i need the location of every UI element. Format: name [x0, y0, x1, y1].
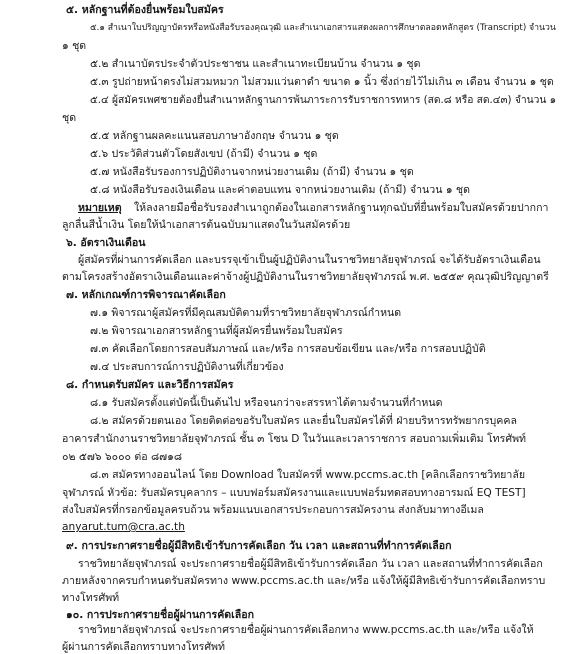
result-para-2: ผู้ผ่านการคัดเลือกทราบทางโทรศัพท์ — [62, 641, 226, 653]
item-5-1: ๕.๑ สำเนาใบปริญญาบัตรหรือหนังสือรับรองคุณวุฒิ และสำเนาเอกสารแสดงผลการศึกษาตลอดหลักสูตร (Transcript) จำนวน — [90, 23, 556, 33]
item-5-3: ๕.๓ รูปถ่ายหน้าตรงไม่สวมหมวก ไม่สวมแว่นตาดำ ขนาด ๑ นิ้ว ซึ่งถ่ายไว้ไม่เกิน ๓ เดือน จำนวน ๑ ชุด — [90, 76, 554, 88]
announce-para-1: ราชวิทยาลัยจุฬาภรณ์ จะประกาศรายชื่อผู้มีสิทธิเข้ารับการคัดเลือก วัน เวลา และสถานที่ทำการคัดเลือก — [78, 558, 543, 570]
item-5-5: ๕.๕ หลักฐานผลคะแนนสอบภาษาอังกฤษ จำนวน ๑ ชุด — [90, 130, 339, 142]
salary-para-1: ผู้สมัครที่ผ่านการคัดเลือก และบรรจุเข้าเป็นผู้ปฏิบัติงานในราชวิทยาลัยจุฬาภรณ์ จะได้รับอัตราเงินเดือน — [78, 254, 541, 266]
note-text: ให้ลงลายมือชื่อรับรองสำเนาถูกต้องในเอกสารหลักฐานทุกฉบับที่ยื่นพร้อมใบสมัครด้วยปากกา — [134, 202, 549, 214]
item-5-4: ๕.๔ ผู้สมัครเพศชายต้องยื่นสำเนาหลักฐานการพ้นภาระการรับราชการทหาร (สด.๘ หรือ สด.๔๓) จำนวน ๑ — [90, 94, 557, 106]
item-8-3: ๘.๓ สมัครทางออนไลน์ โดย Download ใบสมัครที่ www.pccms.ac.th [คลิกเลือกราชวิทยาลัย — [90, 469, 526, 481]
salary-para-2: ตามโครงสร้างอัตราเงินเดือนและค่าจ้างผู้ปฏิบัติงานในราชวิทยาลัยจุฬาภรณ์ พ.ศ. ๒๕๕๙ คุณวุฒิปริญญาตรี — [62, 271, 549, 283]
item-5-7: ๕.๗ หนังสือรับรองการปฏิบัติงานจากหน่วยงานเดิม (ถ้ามี) จำนวน ๑ ชุด — [90, 166, 414, 178]
item-8-1: ๘.๑ รับสมัครตั้งแต่บัดนี้เป็นต้นไป หรือจนกว่าจะสรรหาได้ตามจำนวนที่กำหนด — [90, 397, 443, 409]
section-10-heading: ๑๐. การประกาศรายชื่อผู้ผ่านการคัดเลือก — [66, 609, 255, 621]
announce-para-3: ทางโทรศัพท์ — [62, 592, 120, 604]
item-7-4: ๗.๔ ประสบการณ์การปฏิบัติงานที่เกี่ยวข้อง — [90, 361, 284, 373]
item-7-1: ๗.๑ พิจารณาผู้สมัครที่มีคุณสมบัติตามที่ราชวิทยาลัยจุฬาภรณ์กำหนด — [90, 307, 402, 319]
item-5-1-cont: ๑ ชุด — [62, 40, 87, 52]
announce-para-2: ภายหลังจากครบกำหนดรับสมัครทาง www.pccms.ac.th และ/หรือ แจ้งให้ผู้มีสิทธิเข้ารับการคัดเลือกทราบ — [62, 575, 546, 587]
note-label: หมายเหตุ — [78, 202, 122, 214]
item-8-2-phone: ๐๒ ๕๗๖ ๖๐๐๐ ต่อ ๘๗๑๘ — [62, 451, 183, 463]
note-text-cont: ลูกลื่นสีน้ำเงิน โดยให้นำเอกสารต้นฉบับมาแสดงในวันสมัครด้วย — [62, 219, 351, 231]
email-link[interactable]: anyarut.tum@cra.ac.th — [62, 521, 185, 533]
item-8-3-cont: จุฬาภรณ์ หัวข้อ: รับสมัครบุคลากร – แบบฟอร์มสมัครงานและแบบฟอร์มทดสอบทางอารมณ์ EQ TEST] — [62, 487, 526, 499]
item-8-2-cont: อาคารสำนักงานราชวิทยาลัยจุฬาภรณ์ ชั้น ๓ โซน D ในวันและเวลาราชการ สอบถามเพิ่มเติม โทรศัพท์ — [62, 433, 527, 445]
section-7-heading: ๗. หลักเกณฑ์การพิจารณาคัดเลือก — [66, 289, 226, 301]
section-8-heading: ๘. กำหนดรับสมัคร และวิธีการสมัคร — [66, 379, 234, 391]
item-5-8: ๕.๘ หนังสือรับรองเงินเดือน และค่าตอบแทน จากหน่วยงานเดิม (ถ้ามี) จำนวน ๑ ชุด — [90, 184, 470, 196]
item-8-3-cont2: ส่งใบสมัครที่กรอกข้อมูลครบถ้วน พร้อมแนบเอกสารประกอบการสมัครงาน ส่งกลับมาทางอีเมล — [62, 504, 484, 516]
item-7-2: ๗.๒ พิจารณาเอกสารหลักฐานที่ผู้สมัครยื่นพร้อมใบสมัคร — [90, 325, 343, 337]
section-6-heading: ๖. อัตราเงินเดือน — [66, 237, 146, 249]
item-5-6: ๕.๖ ประวัติส่วนตัวโดยสังเขป (ถ้ามี) จำนวน ๑ ชุด — [90, 148, 318, 160]
item-7-3: ๗.๓ คัดเลือกโดยการสอบสัมภาษณ์ และ/หรือ การสอบข้อเขียน และ/หรือ การสอบปฏิบัติ — [90, 343, 486, 355]
item-8-2: ๘.๒ สมัครด้วยตนเอง โดยติดต่อขอรับใบสมัคร และยื่นใบสมัครได้ที่ ฝ่ายบริหารทรัพยากรบุคคล — [90, 415, 517, 427]
item-5-2: ๕.๒ สำเนาบัตรประจำตัวประชาชน และสำเนาทะเบียนบ้าน จำนวน ๑ ชุด — [90, 58, 421, 70]
result-para-1: ราชวิทยาลัยจุฬาภรณ์ จะประกาศรายชื่อผู้ผ่านการคัดเลือกทาง www.pccms.ac.th และ/หรือ แจ้งให้ — [78, 624, 534, 636]
section-9-heading: ๙. การประกาศรายชื่อผู้มีสิทธิเข้ารับการคัดเลือก วัน เวลา และสถานที่ทำการคัดเลือก — [66, 540, 452, 552]
section-5-heading: ๕. หลักฐานที่ต้องยื่นพร้อมใบสมัคร — [66, 4, 224, 16]
item-5-4-cont: ชุด — [62, 112, 77, 124]
